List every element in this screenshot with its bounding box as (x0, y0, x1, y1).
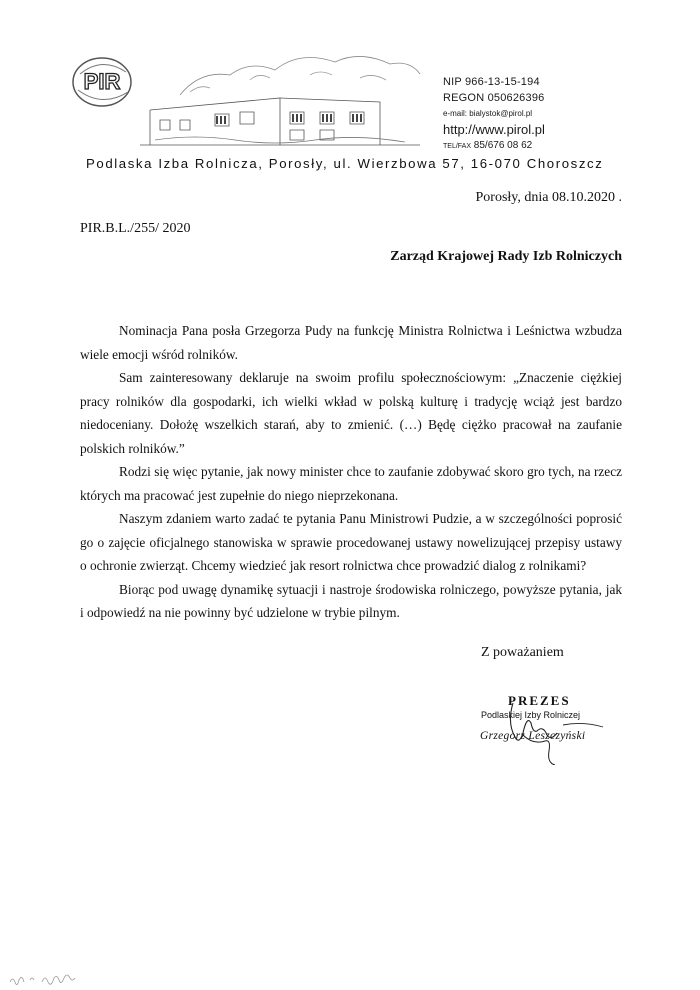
svg-text:PIR: PIR (83, 69, 121, 94)
email-address: e-mail: bialystok@pirol.pl (443, 109, 533, 118)
closing-phrase: Z poważaniem (481, 645, 564, 660)
regon-number: REGON 050626396 (443, 92, 545, 104)
tel-number: 85/676 08 62 (473, 140, 533, 151)
addressee: Zarząd Krajowej Rady Izb Rolniczych (390, 249, 622, 264)
paragraph: Sam zainteresowany deklaruje na swoim profilu społecznościowym: „Znaczenie ciężkiej pracy rolników dla gospodarki, ich wielki wkład w polską kulturę i tradycję wciąż jest bardzo niedoceniany. Dołożę wszelkich starań, aby to zmienić. (…) Będę ciężko pracował na zaufanie polskich rolników.” (80, 370, 622, 456)
letter-body (80, 319, 622, 625)
paragraph: Rodzi się więc pytanie, jak nowy minister chce to zaufanie zdobywać skoro gro tych, na rzecz których ma pracować jest zupełnie do niego nieprzekonana. (80, 464, 622, 503)
handwritten-note (8, 968, 118, 988)
signature-organization: Podlaskiej Izby Rolniczej (481, 710, 581, 720)
phone-fax (443, 138, 643, 155)
building-illustration (120, 50, 430, 150)
organization-address: Podlaska Izba Rolnicza, Porosły, ul. Wierzbowa 57, 16-070 Choroszcz (86, 156, 604, 171)
paragraph: Nominacja Pana posła Grzegorza Pudy na funkcję Ministra Rolnictwa i Leśnictwa wzbudza wiele emocji wśród rolników. (80, 323, 622, 362)
contact-info (443, 74, 643, 155)
reference-number: PIR.B.L./255/ 2020 (80, 221, 191, 236)
letter-date: Porosły, dnia 08.10.2020 . (475, 190, 622, 205)
signature-name: Grzegorz Leszczyński (480, 730, 586, 742)
signature-title: PREZES (508, 693, 571, 708)
paragraph: Naszym zdaniem warto zadać te pytania Panu Ministrowi Pudzie, a w szczególności poprosić go o zajęcie oficjalnego stanowiska w sprawie procedowanej ustawy nowelizującej przepisy ustawy o ochronie zwierząt. Chcemy wiedzieć jak resort rolnictwa chce prowadzić dialog z rolnikami? (80, 511, 622, 573)
tel-label: TEL/FAX (443, 143, 472, 150)
nip-number: NIP 966-13-15-194 (443, 76, 540, 88)
website-link[interactable]: http://www.pirol.pl (443, 122, 545, 137)
paragraph: Biorąc pod uwagę dynamikę sytuacji i nastroje środowiska rolniczego, powyższe pytania, jak i odpowiedź na nie powinny być udzielone w trybie pilnym. (80, 581, 622, 620)
handwritten-signature (493, 695, 633, 765)
signature-stamp (478, 693, 638, 768)
